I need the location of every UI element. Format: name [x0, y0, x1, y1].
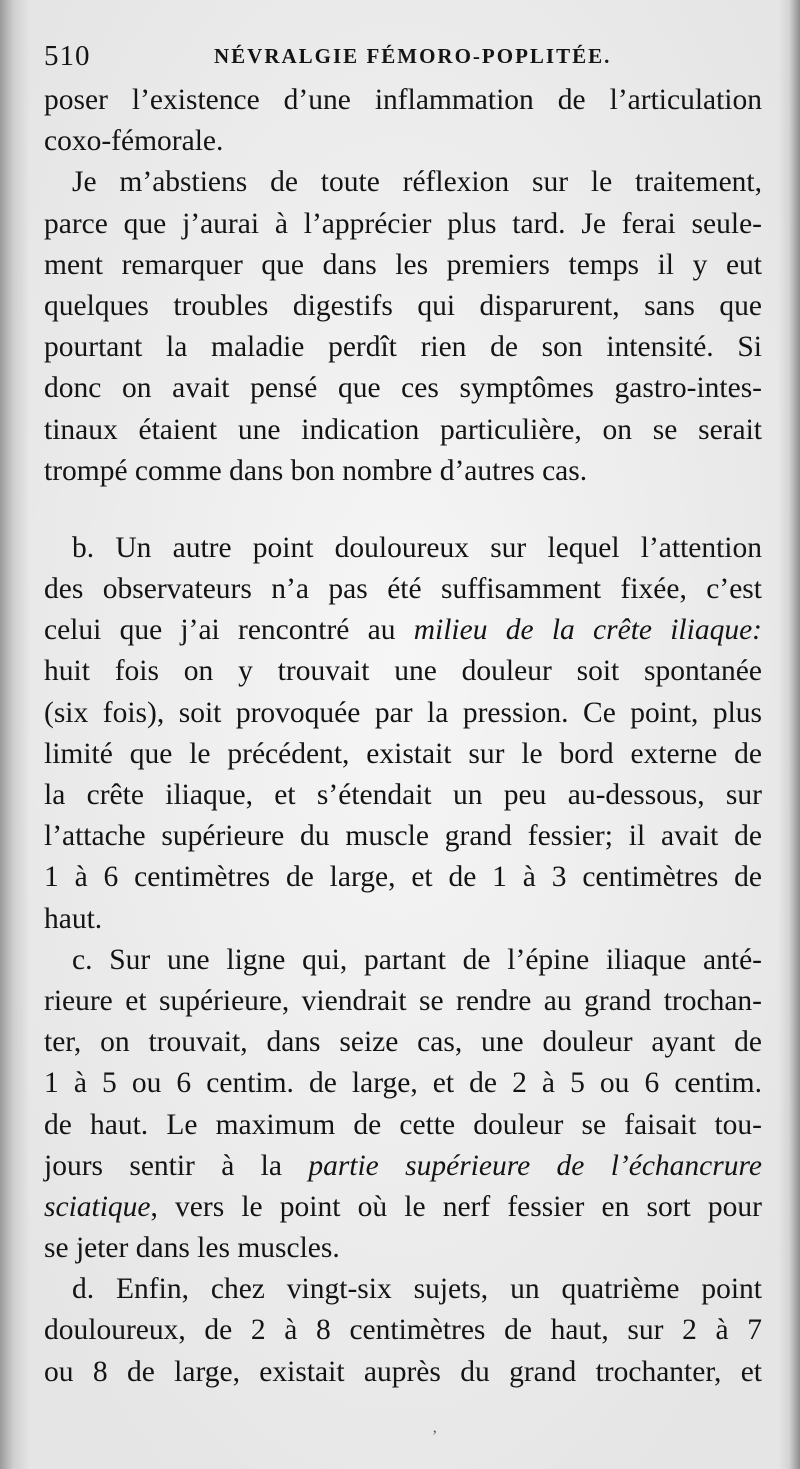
- text-span: jours sentir à la: [44, 1149, 309, 1182]
- print-mark: ʼ: [432, 1428, 438, 1445]
- text-line: Je m’abstiens de toute réflexion sur le traitement,: [72, 166, 762, 199]
- text-line: [44, 610, 762, 651]
- running-head: [44, 40, 764, 76]
- text-line: pourtant la maladie perdît rien de son intensité. Si: [44, 331, 762, 364]
- text-line: ment remarquer que dans les premiers temps il y eut: [44, 248, 762, 281]
- text-line: limité que le précédent, existait sur le bord externe de: [44, 737, 762, 770]
- text-line: trompé comme dans bon nombre d’autres cas.: [44, 454, 588, 487]
- text-line: d. Enfin, chez vingt-six sujets, un quatrième point: [72, 1273, 762, 1306]
- text-line: ou 8 de large, existait auprès du grand trochanter, et: [44, 1355, 762, 1388]
- emphasis-text: sciatique: [44, 1190, 151, 1223]
- text-line: (six fois), soit provoquée par la pression. Ce point, plus: [44, 696, 762, 729]
- text-line: de haut. Le maximum de cette douleur se faisait tou-: [44, 1108, 762, 1141]
- text-line: rieure et supérieure, viendrait se rendre au grand trochan-: [44, 984, 762, 1017]
- text-line: [44, 1146, 762, 1187]
- paragraph-gap: [44, 492, 762, 528]
- text-line: 1 à 6 centimètres de large, et de 1 à 3 centimètres de: [44, 861, 762, 894]
- emphasis-text: milieu de la crête iliaque:: [413, 614, 762, 647]
- text-line: huit fois on y trouvait une douleur soit spontanée: [44, 655, 762, 688]
- text-span: celui que j’ai rencontré au: [44, 614, 414, 647]
- text-line: [44, 1187, 762, 1228]
- page-number: 510: [44, 40, 91, 72]
- text-line: b. Un autre point douloureux sur lequel l’attention: [72, 531, 762, 564]
- text-line: des observateurs n’a pas été suffisamment fixée, c’est: [44, 573, 762, 606]
- text-span: , vers le point où le nerf fessier en sort pour: [150, 1190, 762, 1223]
- text-line: quelques troubles digestifs qui disparurent, sans que: [44, 289, 762, 322]
- body-text: [44, 80, 762, 1393]
- running-title: NÉVRALGIE FÉMORO-POPLITÉE.: [214, 44, 612, 68]
- text-line: tinaux étaient une indication particulière, on se serait: [44, 413, 762, 446]
- text-line: ter, on trouvait, dans seize cas, une douleur ayant de: [44, 1026, 762, 1059]
- text-line: la crête iliaque, et s’étendait un peu au-dessous, sur: [44, 779, 762, 811]
- page-gutter-shadow: [0, 0, 30, 1469]
- text-line: 1 à 5 ou 6 centim. de large, et de 2 à 5 ou 6 centim.: [44, 1067, 762, 1100]
- emphasis-text: partie supérieure de l’échancrure: [308, 1149, 762, 1182]
- text-line: se jeter dans les muscles.: [44, 1232, 340, 1265]
- text-line: haut.: [44, 902, 103, 935]
- text-line: douloureux, de 2 à 8 centimètres de haut, sur 2 à 7: [44, 1314, 762, 1347]
- text-line: parce que j’aurai à l’apprécier plus tard. Je ferai seule-: [44, 207, 762, 240]
- text-line: l’attache supérieure du muscle grand fessier; il avait de: [44, 820, 762, 853]
- text-line: coxo-fémorale.: [44, 125, 224, 158]
- text-line: poser l’existence d’une inflammation de l’articulation: [44, 84, 762, 116]
- text-line: donc on avait pensé que ces symptômes gastro-intes-: [44, 372, 762, 405]
- page-edge-shadow: [778, 0, 800, 1469]
- text-line: c. Sur une ligne qui, partant de l’épine iliaque anté-: [72, 943, 762, 976]
